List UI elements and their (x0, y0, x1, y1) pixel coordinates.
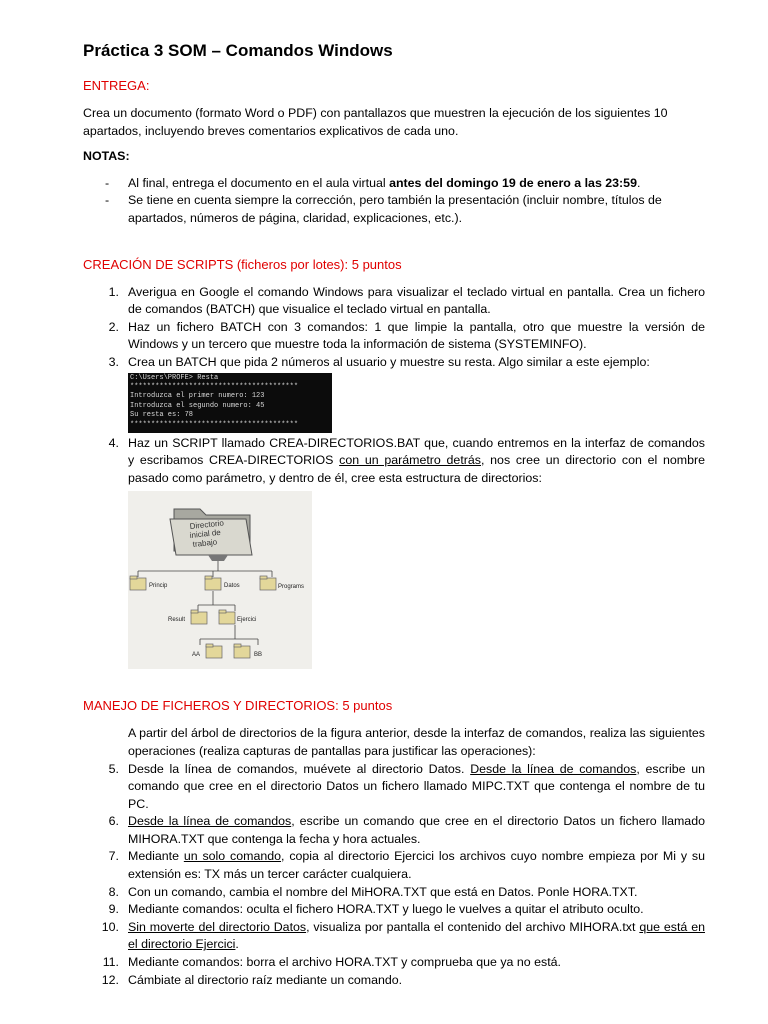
root-label-line2: inicial de (189, 528, 222, 541)
list-item: 8. Con un comando, cambia el nombre del MiHORA.TXT que está en Datos. Ponle HORA.TXT. (108, 884, 638, 899)
folder-icon-programs (260, 576, 276, 590)
directory-tree-diagram (128, 491, 312, 669)
ficheros-intro: A partir del árbol de directorios de la figura anterior, desde la interfaz de comandos, realiza las siguientes operaciones (realiza capturas de pantallas para justificar las operaciones): (128, 726, 705, 758)
list-item: 11. Mediante comandos: borra el archivo HORA.TXT y comprueba que ya no está. (102, 955, 561, 970)
list-item: 12. Cámbiate al directorio raíz mediante un comando. (101, 972, 403, 987)
folder-label-programs: Programs (278, 584, 305, 591)
document-page (83, 40, 705, 989)
folder-label-princip: Princip (149, 583, 168, 590)
list-item: 2. Haz un fichero BATCH con 3 comandos: 1 que limpie la pantalla, otro que muestre la versión de Windows y un tercero que muestre toda la información de sistema (SYSTEMINFO). (108, 319, 705, 352)
document-title: Práctica 3 SOM – Comandos Windows (83, 41, 393, 60)
scripts-heading: CREACIÓN DE SCRIPTS (ficheros por lotes): 5 puntos (83, 256, 402, 272)
notas-label: NOTAS: (83, 149, 130, 164)
folder-icon-datos (205, 576, 221, 590)
list-item: 1. Averigua en Google el comando Windows para visualizar el teclado virtual en pantalla. Crea un fichero de comandos (BATCH) que visualice el teclado virtual en pantalla. (108, 284, 705, 317)
scripts-list (83, 284, 705, 670)
folder-icon-result (191, 610, 207, 624)
dash-bullet: - (105, 175, 110, 190)
note-item: - Al final, entrega el documento en el aula virtual antes del domingo 19 de enero a las 23:59. (83, 175, 705, 193)
folder-label-ejercici: Ejercici (237, 617, 257, 624)
root-label-line1: Directorio (189, 518, 225, 532)
entrega-heading: ENTREGA: (83, 78, 150, 93)
entrega-intro: Crea un documento (formato Word o PDF) con pantallazos que muestren la ejecución de los siguientes 10 apartados, incluyendo breves comentarios explicativos de cada uno. (83, 106, 668, 138)
folder-icon-bb (234, 644, 250, 658)
folder-label-aa: AA (192, 652, 201, 659)
list-item: 5. Desde la línea de comandos, muévete al directorio Datos. Desde la línea de comandos, escribe un comando que cree en el directorio Datos un fichero llamado MIPC.TXT que contenga el nombre de tu PC. (108, 761, 705, 811)
root-label-line3: trabajo (192, 537, 218, 550)
ficheros-heading: MANEJO DE FICHEROS Y DIRECTORIOS: 5 puntos (83, 698, 393, 714)
list-item: 4. Haz un SCRIPT llamado CREA-DIRECTORIOS.BAT que, cuando entremos en la interfaz de comandos y escribamos CREA-DIRECTORIOS con un parámetro detrás, nos cree un directorio con el nombre pasado como parámetro, y dentro de él, cree esta estructura de directorios: Directorio inicial de trabajo Princip Datos Programs Result Ejercici AA BB (83, 435, 705, 670)
list-item: 6. Desde la línea de comandos, escribe un comando que cree en el directorio Datos un fichero llamado MIHORA.TXT que contenga la fecha y hora actuales. (108, 814, 705, 846)
folder-icon-aa (206, 644, 222, 658)
folder-label-datos: Datos (224, 583, 240, 590)
folder-label-bb: BB (254, 652, 263, 659)
folder-label-result: Result (168, 617, 186, 624)
dash-bullet: - (105, 193, 110, 208)
folder-icon-ejercici (219, 610, 235, 624)
ficheros-list (83, 761, 705, 990)
list-item: 3. Crea un BATCH que pida 2 números al usuario y muestre su resta. Algo similar a este ejemplo: C:\Users\PROFE> Resta **************************************** Introduzca el primer numero: 123 Introduzca el segundo numero: 45 Su resta es: 78 **************************************** (83, 354, 705, 433)
list-item: 10. Sin moverte del directorio Datos, visualiza por pantalla el contenido del archivo MIHORA.txt que está en el directorio Ejercici. (101, 919, 705, 952)
deadline-text: antes del domingo 19 de enero a las 23:59 (389, 175, 637, 190)
list-item: 7. Mediante un solo comando, copia al directorio Ejercici los archivos cuyo nombre empieza por Mi y su extensión es: TX más un tercer carácter cualquiera. (108, 849, 705, 882)
notes-list (83, 175, 705, 228)
note-item: - Se tiene en cuenta siempre la corrección, pero también la presentación (incluir nombre, títulos de apartados, números de página, claridad, explicaciones, etc.). (105, 193, 662, 225)
list-item: 9. Mediante comandos: oculta el fichero HORA.TXT y luego le vuelves a quitar el atributo oculto. (108, 902, 644, 917)
console-example-image: C:\Users\PROFE> Resta **************************************** Introduzca el primer numero: 123 Introduzca el segundo numero: 45 Su resta es: 78 **************************************** (128, 373, 332, 433)
folder-icon-princip (130, 576, 146, 590)
